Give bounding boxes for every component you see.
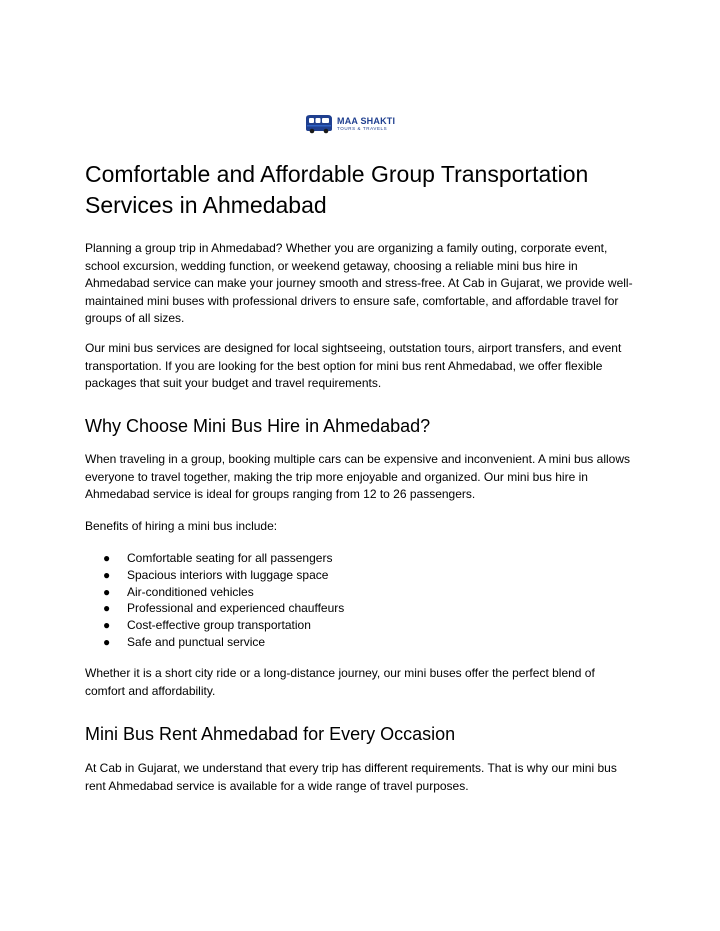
bullet-icon: ●: [103, 601, 111, 616]
bullet-icon: ●: [103, 567, 111, 582]
benefits-intro: Benefits of hiring a mini bus include:: [85, 519, 278, 533]
list-item: ● Air-conditioned vehicles: [103, 584, 254, 599]
bullet-icon: ●: [103, 634, 111, 649]
list-item: ● Cost-effective group transportation: [103, 618, 311, 633]
list-item: ● Comfortable seating for all passengers: [103, 551, 333, 565]
intro-paragraph-2: Our mini bus services are designed for local sightseeing, outstation tours, airport transfers, and event transportation. If you are looking for the best option for mini bus rent Ahmedabad, we offer flexible packages that suit your budget and travel requirements.: [85, 341, 622, 390]
intro-paragraph-1: Planning a group trip in Ahmedabad? Whether you are organizing a family outing, corporate event, school excursion, wedding function, or weekend getaway, choosing a reliable mini bus hire in Ahmedabad service can make your journey smooth and stress-free. At Cab in Gujarat, we provide well-maintained mini buses with professional drivers to ensure safe, comfortable, and affordable travel for groups of all sizes.: [85, 241, 633, 325]
bullet-icon: ●: [103, 618, 111, 633]
bullet-icon: ●: [103, 551, 111, 565]
logo-tagline: TOURS & TRAVELS: [337, 125, 388, 131]
logo-wordmark: [337, 117, 395, 132]
section-heading-why-choose: Why Choose Mini Bus Hire in Ahmedabad?: [85, 416, 431, 436]
bullet-icon: ●: [103, 584, 111, 599]
list-item: ● Professional and experienced chauffeurs: [103, 601, 345, 616]
brand-logo: [304, 112, 400, 136]
logo-name: MAA SHAKTI: [337, 115, 396, 126]
list-item: ● Spacious interiors with luggage space: [103, 567, 329, 582]
closing-paragraph: Whether it is a short city ride or a long-distance journey, our mini buses offer the perfect blend of comfort and affordability.: [85, 666, 595, 698]
list-item: ● Safe and punctual service: [103, 634, 266, 649]
occasion-paragraph: At Cab in Gujarat, we understand that every trip has different requirements. That is why our mini bus rent Ahmedabad service is available for a wide range of travel purposes.: [85, 761, 617, 793]
benefits-list: [85, 550, 344, 651]
bus-icon: [304, 114, 334, 134]
page-title: Comfortable and Affordable Group Transportation Services in Ahmedabad: [85, 161, 589, 218]
why-choose-paragraph: When traveling in a group, booking multiple cars can be expensive and inconvenient. A mini bus allows everyone to travel together, making the trip more enjoyable and organized. Our mini bus hire in Ahmedabad service is ideal for groups ranging from 12 to 26 passengers.: [85, 452, 630, 501]
section-heading-every-occasion: Mini Bus Rent Ahmedabad for Every Occasion: [85, 724, 456, 744]
